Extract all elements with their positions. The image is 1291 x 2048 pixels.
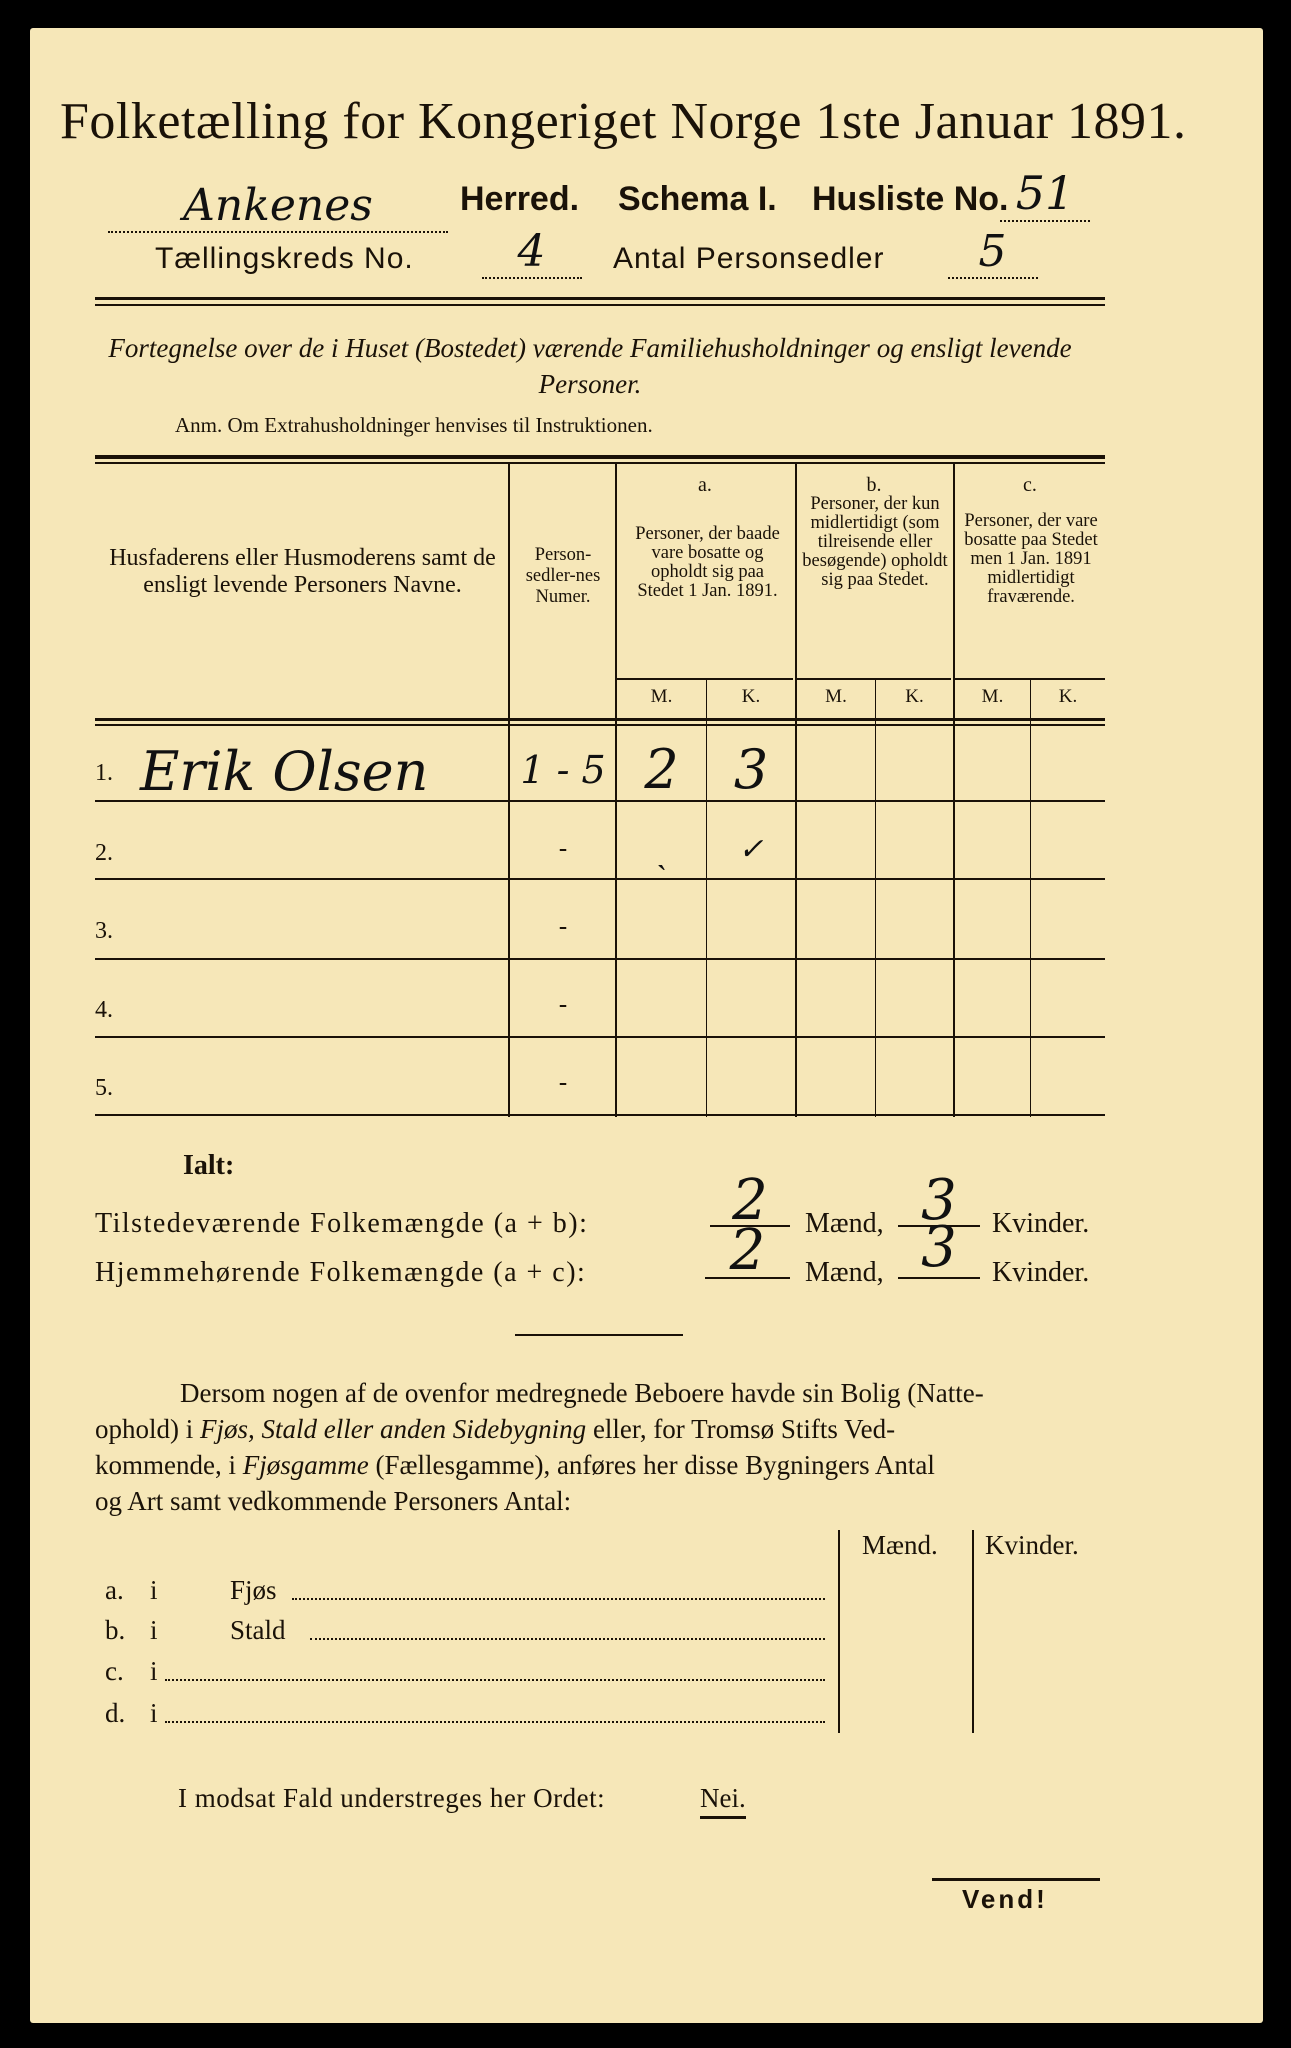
buildings-divider-1 [838,1530,840,1733]
col-c-letter: c. [1023,474,1037,496]
row-number: 2. [95,840,113,866]
antal-label: Antal Personsedler [613,242,885,275]
row-number: 4. [95,997,113,1023]
para-text: (Fællesgamme), anføres her disse Bygningers Antal [368,1450,935,1480]
buildings-divider-2 [972,1530,974,1733]
hjemme-m-value: 2 [729,1218,766,1283]
tilstede-label: Tilstedeværende Folkemængde (a + b): [95,1208,589,1239]
outbuilding-paragraph [95,1375,1105,1519]
b-k-label: K. [905,686,924,707]
para-line-3 [95,1447,1105,1483]
bld-letter: a. [105,1575,124,1605]
b-mk-rule [797,678,951,680]
bld-dots [165,1679,825,1681]
bld-dots [292,1598,825,1600]
form-note: Anm. Om Extrahusholdninger henvises til Instruktionen. [175,413,653,437]
row-sedler: 1 - 5 [520,748,606,792]
table-bottom-rule [95,1114,1105,1116]
buildings-kvinder-header: Kvinder. [985,1530,1079,1560]
col-b-header: Personer, der kun midlertidigt (som tilreisende eller besøgende) opholdt sig paa Stedet. [802,494,948,590]
ialt-label: Ialt: [183,1150,235,1181]
hjemme-kvinder: Kvinder. [992,1257,1090,1288]
col-num-header: Person-sedler-nes Numer. [525,545,601,607]
c-m-label: M. [981,686,1004,707]
bld-letter: d. [105,1698,126,1728]
row-rule-3 [95,958,1105,960]
husliste-value-field [1000,166,1090,222]
para-line-2 [95,1411,1105,1447]
row-a-m: ˎ [655,832,668,872]
bld-i: i [150,1615,158,1645]
hjemme-label: Hjemmehørende Folkemængde (a + c): [95,1257,587,1288]
row-rule-4 [95,1036,1105,1038]
row-number: 3. [95,918,113,944]
bld-i: i [150,1698,158,1728]
kreds-value: 4 [482,226,582,279]
row-a-m: 2 [644,738,679,801]
para-italic: Fjøsgamme [242,1450,369,1480]
hjemme-maend: Mænd, [805,1257,884,1288]
modsat-text: I modsat Fald understreges her Ordet: [178,1783,606,1813]
bld-i: i [150,1656,158,1686]
b-m-label: M. [825,686,847,707]
kreds-label: Tællingskreds No. [155,242,414,275]
a-k-label: K. [741,686,761,707]
bld-letter: b. [105,1615,126,1645]
c-k-label: K. [1058,686,1078,707]
c-mk-divider [1030,680,1031,1117]
herred-value: Ankenes [108,180,448,233]
c-mk-rule [955,678,1105,680]
row-a-k: 3 [733,738,769,801]
header-rule-top [95,297,1105,300]
vend-text: Vend! [962,1884,1048,1914]
bld-label: Stald [230,1615,286,1645]
row-a-k: ✓ [738,832,764,867]
col-divider-b [953,462,955,1117]
row-rule-2 [95,878,1105,880]
table-top-rule [95,455,1105,459]
herred-label: Herred. [460,180,580,218]
row-number: 1. [95,760,113,786]
col-a-letter: a. [698,474,712,496]
bld-label: Fjøs [230,1575,277,1605]
census-form-sheet [30,28,1263,2023]
tilstede-maend: Mænd, [805,1208,884,1239]
antal-value: 5 [948,226,1038,279]
col-divider-name [508,462,510,1117]
row-number: 5. [95,1075,113,1101]
form-subtitle: Fortegnelse over de i Huset (Bostedet) værende Familiehusholdninger og ensligt levende Personer. [108,333,1072,399]
buildings-maend-header: Mænd. [862,1530,938,1560]
bld-dots [165,1721,825,1723]
tilstede-kvinder: Kvinder. [992,1208,1090,1239]
tilstede-m-value: 2 [732,1168,768,1233]
tilstede-k-value: 3 [921,1168,957,1233]
row-sedler: - [558,990,568,1020]
para-text: kommende, i [95,1450,243,1480]
hjemme-k-value: 3 [921,1215,957,1280]
bld-letter: c. [105,1656,124,1686]
herred-value-field [108,180,448,233]
header-rule-bottom [95,304,1105,306]
row-sedler: - [558,834,568,864]
row-sedler: - [558,912,568,942]
husliste-value: 51 [1000,166,1090,222]
para-text: eller, for Tromsø Stifts Ved- [586,1414,896,1444]
a-mk-rule [617,678,793,680]
husliste-label: Husliste No. [812,180,1009,218]
a-m-label: M. [650,686,673,707]
col-name-header: Husfaderens eller Husmoderens samt de ensligt levende Personers Navne. [109,545,496,598]
col-a-header: Personer, der baade vare bosatte og opholdt sig paa Stedet 1 Jan. 1891. [635,524,780,601]
section-divider [515,1334,683,1336]
para-line-1: Dersom nogen af de ovenfor medregnede Beboere havde sin Bolig (Natte- [180,1378,984,1408]
bld-dots [310,1638,825,1640]
col-c-header: Personer, der vare bosatte paa Stedet men 1 Jan. 1891 midlertidigt fraværende. [964,511,1098,607]
col-b-letter: b. [866,474,882,496]
para-italic: Fjøs, Stald eller anden Sidebygning [200,1414,587,1444]
nei-word: Nei. [700,1783,746,1819]
para-line-4: og Art samt vedkommende Personers Antal: [95,1486,572,1516]
para-text: ophold) i [95,1414,200,1444]
row-name: Erik Olsen [140,740,429,803]
form-title: Folketælling for Kongeriget Norge 1ste Januar 1891. [60,93,1187,150]
row-sedler: - [558,1068,568,1098]
kreds-value-field [482,226,582,279]
antal-value-field [948,226,1038,279]
b-mk-divider [875,680,876,1117]
col-divider-a [795,462,797,1117]
bld-i: i [150,1575,158,1605]
vend-rule [932,1878,1100,1881]
schema-label: Schema I. [618,180,777,218]
